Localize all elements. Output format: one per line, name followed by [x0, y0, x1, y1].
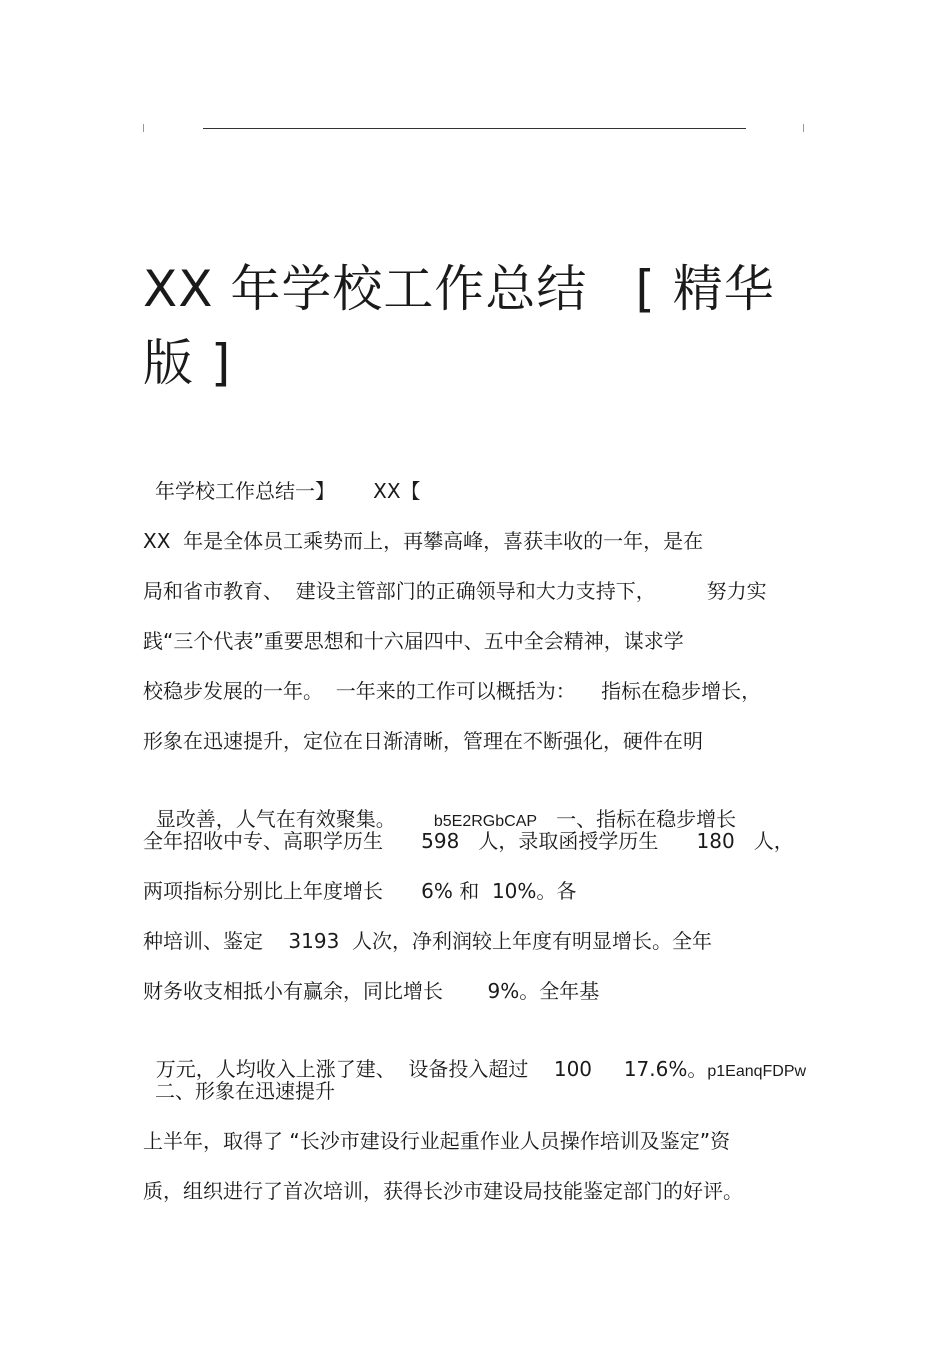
header-rule — [203, 128, 746, 129]
body-line: 两项指标分别比上年度增长 6% 和 10%。各 — [143, 879, 577, 903]
inline-code: p1EanqFDPw — [707, 1063, 807, 1080]
header-corner-mark-left — [143, 124, 144, 132]
title-part-2: [ 精华 — [635, 260, 775, 318]
body-line: 局和省市教育、 建设主管部门的正确领导和大力支持下， 努力实 — [143, 579, 767, 603]
title-part-3: 版 ] — [143, 334, 232, 392]
title-part-1: XX 年学校工作总结 — [143, 260, 588, 318]
body-line-section-heading: 年学校工作总结一】 XX【 — [155, 479, 421, 503]
header-corner-mark-right — [803, 124, 804, 132]
body-line: 形象在迅速提升，定位在日渐清晰，管理在不断强化，硬件在明 — [143, 729, 703, 753]
body-line: 践“三个代表”重要思想和十六届四中、五中全会精神，谋求学 — [143, 629, 684, 653]
subheading-text: 一、指标在稳步增长 — [537, 807, 737, 831]
body-line: 全年招收中专、高职学历生 598 人，录取函授学历生 180 人， — [143, 829, 794, 853]
body-text: 万元，人均收入上涨了建、 设备投入超过 100 17.6%。 — [155, 1057, 708, 1081]
section-heading: 二、形象在迅速提升 — [155, 1079, 335, 1103]
body-line: XX 年是全体员工乘势而上，再攀高峰，喜获丰收的一年，是在 — [143, 529, 704, 553]
body-line: 校稳步发展的一年。 一年来的工作可以概括为： 指标在稳步增长， — [143, 679, 762, 703]
body-line: 上半年，取得了 “长沙市建设行业起重作业人员操作培训及鉴定”资 — [143, 1129, 731, 1153]
body-text: 显改善，人气在有效聚集。 — [155, 807, 396, 831]
body-line: 质，组织进行了首次培训，获得长沙市建设局技能鉴定部门的好评。 — [143, 1179, 743, 1203]
document-title — [143, 252, 823, 400]
inline-code: b5E2RGbCAP — [433, 813, 538, 830]
body-line: 种培训、鉴定 3193 人次，净利润较上年度有明显增长。全年 — [143, 929, 713, 953]
body-line: 财务收支相抵小有赢余，同比增长 9%。全年基 — [143, 979, 600, 1003]
